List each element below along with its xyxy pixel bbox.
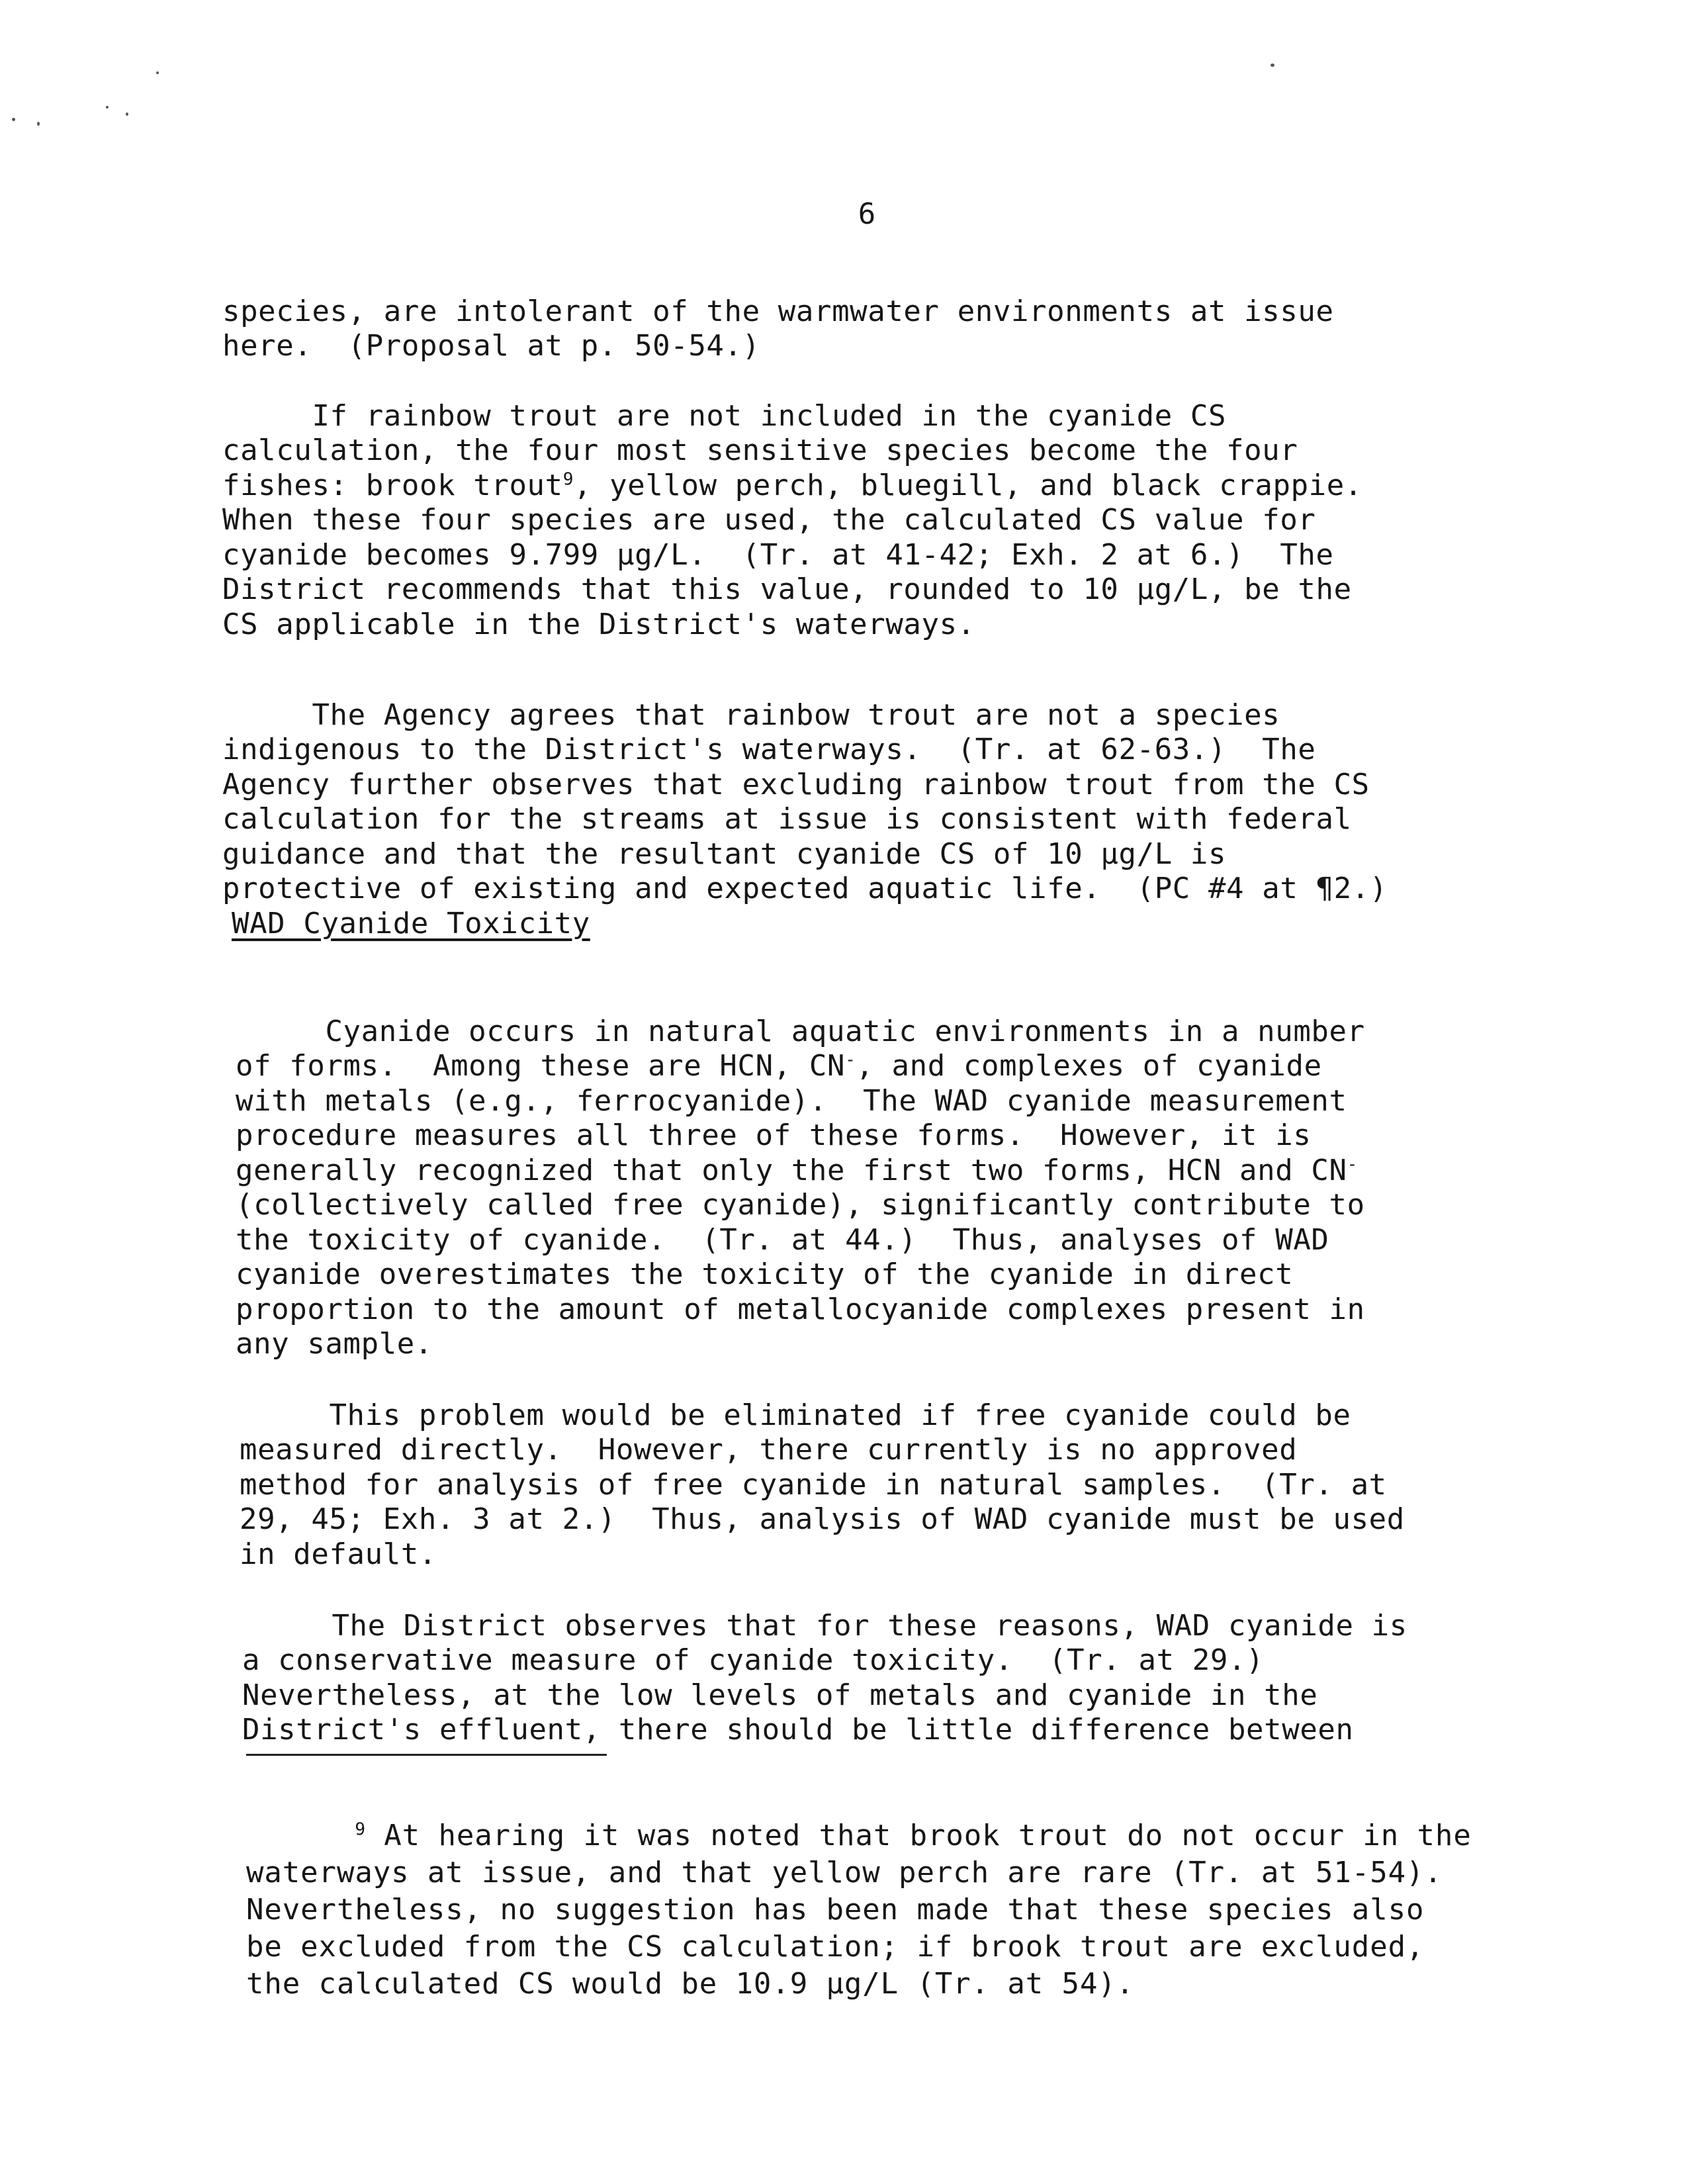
superscript: - — [845, 1050, 856, 1070]
text-line: Cyanide occurs in natural aquatic environments in a number — [236, 1014, 1365, 1048]
scan-speck — [106, 106, 109, 109]
text-line: in default. — [240, 1537, 437, 1571]
paragraph-5 — [240, 1363, 1576, 1572]
page-number: 6 — [858, 197, 876, 231]
text-line: cyanide becomes 9.799 µg/L. (Tr. at 41-42; Exh. 2 at 6.) The — [222, 537, 1334, 572]
text-line: the calculated CS would be 10.9 µg/L (Tr. at 54). — [246, 1967, 1135, 2001]
text-line: At hearing it was noted that brook trout do not occur in the — [365, 1819, 1472, 1852]
text-line: indigenous to the District's waterways. (Tr. at 62-63.) The — [222, 733, 1316, 766]
scan-speck — [37, 122, 40, 126]
superscript: - — [1347, 1154, 1358, 1174]
text-line: with metals (e.g., ferrocyanide). The WAD cyanide measurement — [236, 1083, 1347, 1118]
text-line: measured directly. However, there currently is no approved — [240, 1433, 1298, 1467]
text-line: (collectively called free cyanide), significantly contribute to — [236, 1188, 1365, 1222]
text-line: Agency further observes that excluding rainbow trout from the CS — [222, 767, 1370, 801]
scan-speck — [156, 71, 159, 74]
text-line: Nevertheless, no suggestion has been made that these species also — [246, 1893, 1425, 1927]
text-line: species, are intolerant of the warmwater environments at issue — [222, 294, 1334, 328]
text-line: method for analysis of free cyanide in natural samples. (Tr. at — [240, 1467, 1387, 1502]
paragraph-3 — [222, 663, 1559, 907]
text-line: CS applicable in the District's waterways. — [222, 607, 975, 641]
scan-speck — [1270, 64, 1274, 67]
footnote-marker: 9 — [355, 1819, 366, 1840]
text-line: waterways at issue, and that yellow perch are rare (Tr. at 51-54). — [246, 1856, 1443, 1889]
text-line: This problem would be eliminated if free cyanide could be — [240, 1398, 1351, 1432]
footnote-reference[interactable]: 9 — [562, 469, 574, 489]
text-line: The Agency agrees that rainbow trout are not a species — [222, 698, 1280, 732]
text-line: proportion to the amount of metallocyanide complexes present in — [236, 1292, 1365, 1326]
scan-speck — [12, 118, 15, 121]
text-line: The District observes that for these reasons, WAD cyanide is — [242, 1608, 1407, 1643]
text-line: When these four species are used, the calculated CS value for — [222, 503, 1316, 537]
scan-speck — [126, 113, 128, 116]
text-line: If rainbow trout are not included in the cyanide CS — [222, 398, 1227, 433]
text-line: procedure measures all three of these forms. However, it is — [236, 1118, 1312, 1152]
section-heading: WAD Cyanide Toxicity — [232, 907, 590, 940]
text-line: calculation, the four most sensitive species become the four — [222, 433, 1298, 467]
text-line: generally recognized that only the first two forms, HCN and CN — [236, 1153, 1347, 1187]
text-line: the toxicity of cyanide. (Tr. at 44.) Thus, analyses of WAD — [236, 1222, 1329, 1257]
paragraph-6 — [242, 1574, 1579, 1748]
text-line: protective of existing and expected aquatic life. (PC #4 at ¶2.) — [222, 872, 1388, 905]
text-line: here. (Proposal at p. 50-54.) — [222, 329, 760, 363]
text-line: , and complexes of cyanide — [856, 1049, 1322, 1083]
text-line: any sample. — [236, 1327, 433, 1361]
text-line: District recommends that this value, rounded to 10 µg/L, be the — [222, 572, 1352, 606]
text-line: be excluded from the CS calculation; if brook trout are excluded, — [246, 1930, 1425, 1964]
text-line: Nevertheless, at the low levels of metals and cyanide in the — [242, 1678, 1318, 1712]
paragraph-2 — [222, 364, 1559, 642]
text-line: calculation for the streams at issue is consistent with federal — [222, 802, 1352, 836]
footnote-separator — [246, 1754, 607, 1756]
text-line: District's effluent, there should be little difference between — [242, 1713, 1354, 1747]
paragraph-1 — [222, 259, 1559, 364]
text-line: a conservative measure of cyanide toxicity. (Tr. at 29.) — [242, 1643, 1265, 1677]
text-line: guidance and that the resultant cyanide CS of 10 µg/L is — [222, 837, 1227, 871]
text-line: of forms. Among these are HCN, CN — [236, 1049, 846, 1083]
text-line: 29, 45; Exh. 3 at 2.) Thus, analysis of WAD cyanide must be used — [240, 1502, 1405, 1536]
text-line: , yellow perch, bluegill, and black crappie. — [573, 468, 1362, 502]
paragraph-4 — [236, 979, 1572, 1362]
text-line: fishes: brook trout — [222, 468, 563, 502]
footnote — [246, 1780, 1472, 2003]
text-line: cyanide overestimates the toxicity of the cyanide in direct — [236, 1257, 1294, 1291]
